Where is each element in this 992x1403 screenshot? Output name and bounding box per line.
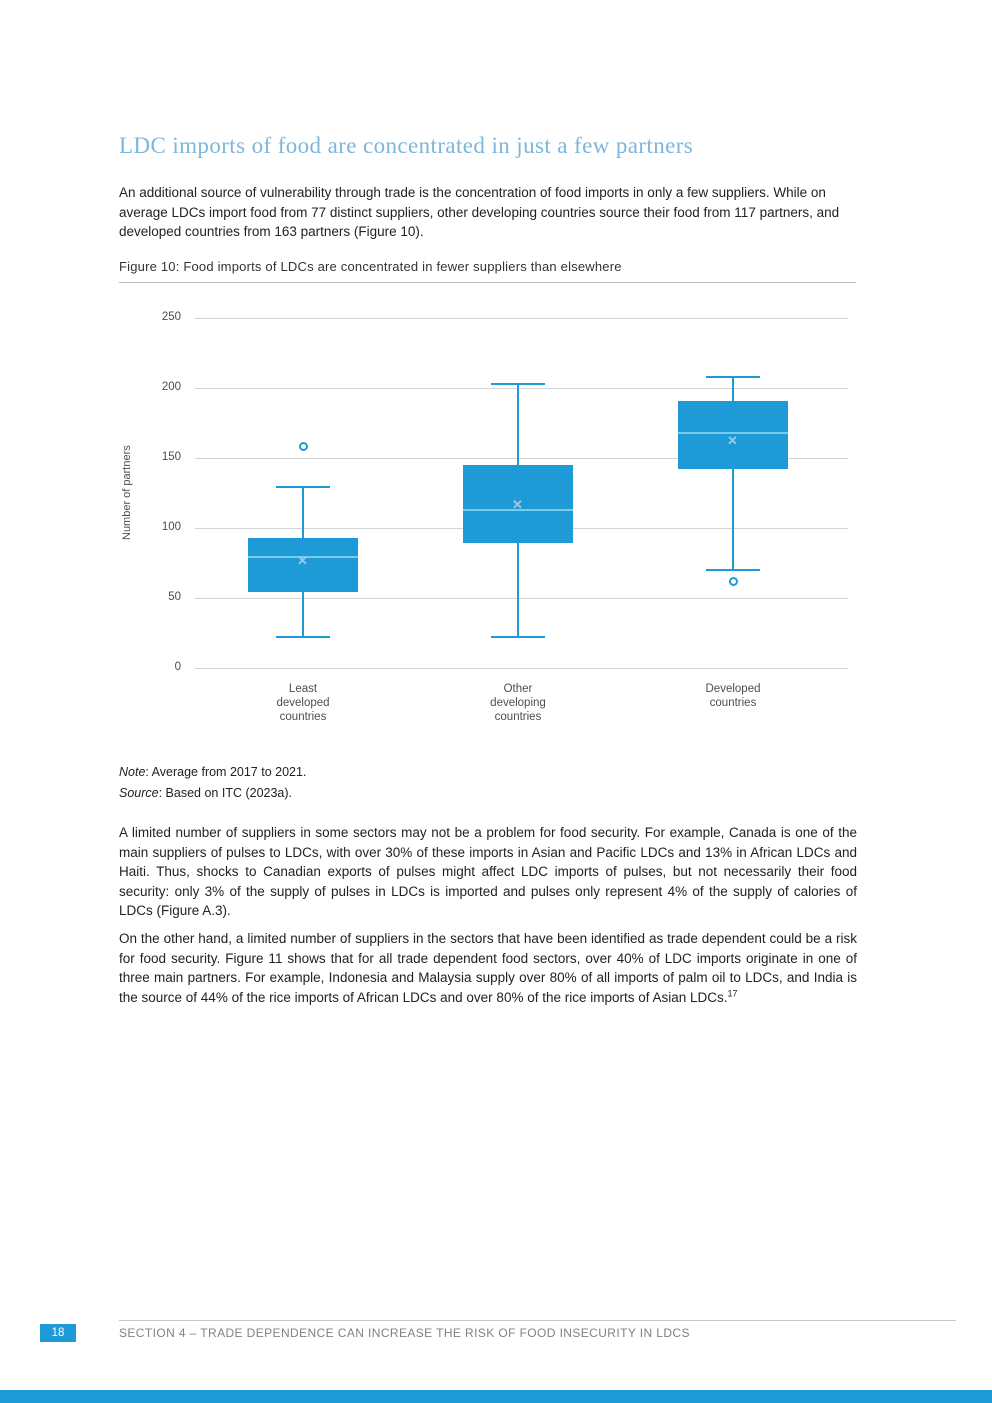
mean-marker: ✕	[727, 432, 738, 448]
note-text: : Average from 2017 to 2021.	[145, 765, 307, 779]
y-tick-label: 250	[161, 311, 181, 323]
page-number-badge: 18	[40, 1324, 76, 1342]
whisker-cap	[491, 383, 545, 385]
footer-rule	[119, 1320, 956, 1321]
category-label-line: Other	[503, 683, 533, 695]
plot-area	[195, 318, 848, 668]
whisker-cap	[276, 636, 330, 638]
category-label-line: Developed	[705, 683, 761, 695]
paragraph-trade-dependent	[119, 929, 857, 1007]
category-label	[458, 682, 578, 724]
y-tick-label: 50	[168, 591, 181, 603]
gridline	[195, 668, 848, 669]
category-label-line: countries	[279, 711, 327, 723]
whisker-cap	[491, 636, 545, 638]
section-heading: LDC imports of food are concentrated in just a few partners	[119, 133, 694, 158]
paragraph-trade-dependent-text: On the other hand, a limited number of suppliers in the sectors that have been identified as trade dependent could be a risk for food security. Figure 11 shows that for all trade dependent food sectors, over 40% of LDC imports originate in one of three main partners. For example, Indonesia and Malaysia supply over 80% of all imports of palm oil to LDCs, and India is the source of 44% of the rice imports of African LDCs and over 80% of the rice imports of Asian LDCs.	[119, 931, 857, 1005]
y-tick-label: 200	[161, 381, 181, 393]
y-tick-label: 100	[161, 521, 181, 533]
y-tick-label: 150	[161, 451, 181, 463]
whisker-cap	[706, 569, 760, 571]
category-label-line: countries	[709, 697, 757, 709]
whisker-cap	[276, 486, 330, 488]
footer-section-text: SECTION 4 – TRADE DEPENDENCE CAN INCREASE THE RISK OF FOOD INSECURITY IN LDCS	[119, 1326, 690, 1340]
source-text: : Based on ITC (2023a).	[158, 786, 293, 800]
outlier-marker	[299, 442, 308, 451]
category-label-line: developing	[490, 697, 546, 709]
source-label: Source	[119, 786, 159, 800]
gridline	[195, 318, 848, 319]
y-tick-label: 0	[174, 661, 181, 673]
category-label-line: Least	[288, 683, 318, 695]
intro-paragraph: An additional source of vulnerability through trade is the concentration of food imports in only a few suppliers. While on average LDCs import food from 77 distinct suppliers, other developing countries source their food from 117 partners, and developed countries from 163 partners (Figure 10).	[119, 185, 840, 239]
gridline	[195, 388, 848, 389]
figure-caption: Figure 10: Food imports of LDCs are concentrated in fewer suppliers than elsewhere	[119, 259, 622, 274]
caption-rule	[119, 282, 856, 283]
category-label	[243, 682, 363, 724]
outlier-marker	[729, 577, 738, 586]
category-label	[673, 682, 793, 710]
mean-marker: ✕	[297, 553, 308, 569]
mean-marker: ✕	[512, 497, 523, 513]
y-axis-ticks	[143, 311, 181, 673]
whisker-cap	[706, 376, 760, 378]
category-label-line: countries	[494, 711, 542, 723]
figure-note	[119, 763, 819, 781]
boxplot-figure	[119, 295, 859, 740]
figure-source	[119, 784, 819, 802]
bottom-accent-strip	[0, 1390, 992, 1403]
note-label: Note	[119, 765, 146, 779]
footnote-reference: 17	[727, 988, 738, 998]
category-label-line: developed	[276, 697, 330, 709]
paragraph-pulses: A limited number of suppliers in some sectors may not be a problem for food security. For example, Canada is one of the main suppliers of pulses to LDCs, with over 30% of these imports in Asian and Pacific LDCs and 13% in African LDCs and Haiti. Thus, shocks to Canadian exports of pulses might affect LDC imports of pulses, but not necessarily their food security: only 3% of the supply of pulses in LDCs is imported and pulses only represent 4% of the supply of calories of LDCs (Figure A.3).	[119, 825, 857, 918]
y-axis-title: Number of partners	[121, 445, 133, 541]
gridline	[195, 598, 848, 599]
